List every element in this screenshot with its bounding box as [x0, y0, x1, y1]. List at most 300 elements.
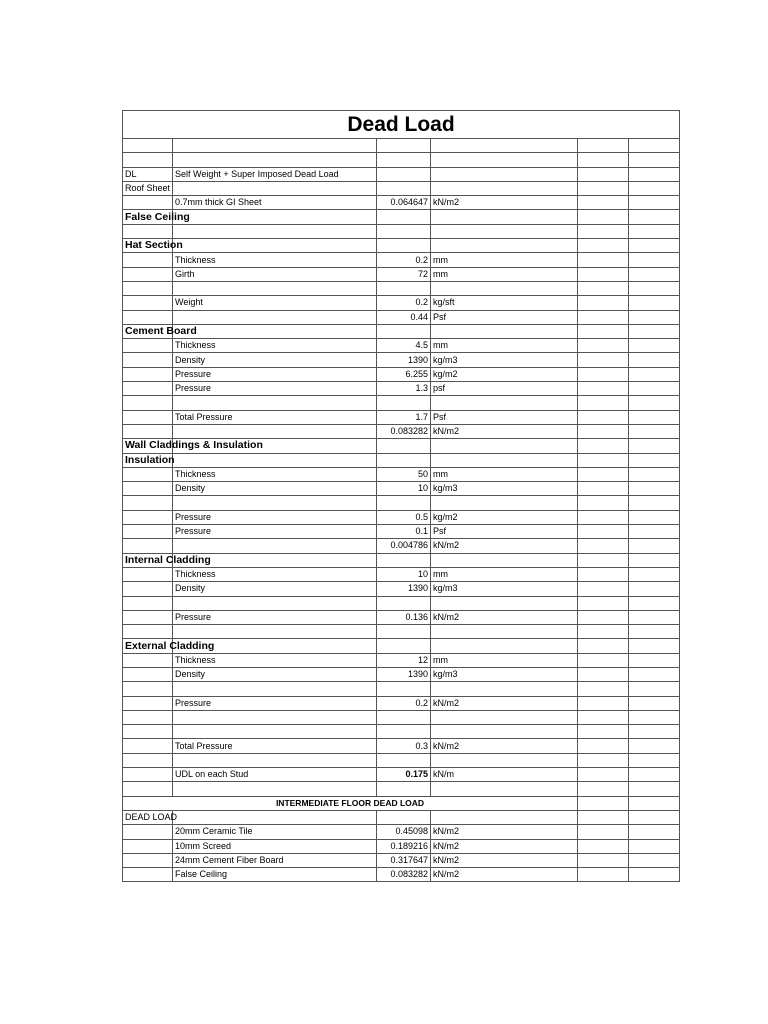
empty-cell — [629, 239, 680, 253]
table-row — [123, 339, 680, 353]
unit-cell: kN/m2 — [431, 696, 578, 710]
table-row — [123, 281, 680, 295]
table-row — [123, 267, 680, 281]
unit-cell: kg/m2 — [431, 510, 578, 524]
empty-cell — [578, 267, 629, 281]
unit-cell — [431, 496, 578, 510]
table-row — [123, 467, 680, 481]
value-cell: 0.2 — [377, 296, 431, 310]
empty-cell — [629, 810, 680, 824]
value-cell — [377, 639, 431, 653]
value-cell: 0.064647 — [377, 196, 431, 210]
empty-cell — [578, 525, 629, 539]
table-row — [123, 210, 680, 224]
label-cell — [123, 396, 173, 410]
empty-cell — [629, 710, 680, 724]
value-cell — [377, 153, 431, 167]
empty-cell — [578, 610, 629, 624]
description-cell: Density — [173, 353, 377, 367]
unit-cell — [431, 782, 578, 796]
description-cell: Thickness — [173, 339, 377, 353]
description-cell: Pressure — [173, 525, 377, 539]
value-cell: 1390 — [377, 667, 431, 681]
empty-cell — [578, 153, 629, 167]
empty-cell — [629, 139, 680, 153]
empty-cell — [578, 253, 629, 267]
value-cell: 0.1 — [377, 525, 431, 539]
label-cell — [123, 410, 173, 424]
table-row — [123, 682, 680, 696]
empty-cell — [578, 181, 629, 195]
empty-cell — [578, 382, 629, 396]
unit-cell: kN/m2 — [431, 610, 578, 624]
value-cell — [377, 725, 431, 739]
label-cell — [123, 139, 173, 153]
value-cell: 0.189216 — [377, 839, 431, 853]
value-cell — [377, 210, 431, 224]
value-cell: 0.175 — [377, 768, 431, 782]
table-row — [123, 782, 680, 796]
value-cell — [377, 139, 431, 153]
empty-cell — [578, 482, 629, 496]
unit-cell: kN/m2 — [431, 853, 578, 867]
empty-cell — [629, 310, 680, 324]
label-cell — [123, 739, 173, 753]
value-cell: 0.2 — [377, 253, 431, 267]
value-cell: 0.083282 — [377, 424, 431, 438]
description-cell — [173, 239, 377, 253]
unit-cell — [431, 153, 578, 167]
empty-cell — [629, 639, 680, 653]
unit-cell: kN/m2 — [431, 539, 578, 553]
value-cell — [377, 281, 431, 295]
description-cell — [173, 753, 377, 767]
value-cell: 12 — [377, 653, 431, 667]
table-row — [123, 310, 680, 324]
description-cell: Total Pressure — [173, 410, 377, 424]
empty-cell — [629, 725, 680, 739]
value-cell: 1.7 — [377, 410, 431, 424]
unit-cell — [431, 553, 578, 567]
empty-cell — [629, 739, 680, 753]
description-cell — [173, 539, 377, 553]
description-cell — [173, 153, 377, 167]
value-cell: 0.45098 — [377, 825, 431, 839]
table-row — [123, 710, 680, 724]
table-row — [123, 367, 680, 381]
description-cell — [173, 310, 377, 324]
table-row — [123, 596, 680, 610]
label-cell — [123, 353, 173, 367]
value-cell — [377, 396, 431, 410]
empty-cell — [629, 224, 680, 238]
table-row — [123, 739, 680, 753]
label-cell: Internal Cladding — [123, 553, 173, 567]
description-cell: UDL on each Stud — [173, 768, 377, 782]
empty-cell — [578, 810, 629, 824]
empty-cell — [629, 296, 680, 310]
table-row — [123, 482, 680, 496]
description-cell: Girth — [173, 267, 377, 281]
empty-cell — [578, 725, 629, 739]
table-row — [123, 439, 680, 453]
description-cell — [173, 682, 377, 696]
table-row — [123, 296, 680, 310]
empty-cell — [629, 453, 680, 467]
table-row — [123, 667, 680, 681]
value-cell: 0.004786 — [377, 539, 431, 553]
table-row — [123, 753, 680, 767]
empty-cell — [629, 467, 680, 481]
unit-cell — [431, 281, 578, 295]
table-row — [123, 825, 680, 839]
label-cell — [123, 510, 173, 524]
empty-cell — [578, 139, 629, 153]
label-cell: External Cladding — [123, 639, 173, 653]
value-cell: 0.2 — [377, 696, 431, 710]
description-cell: Pressure — [173, 696, 377, 710]
empty-cell — [629, 367, 680, 381]
unit-cell: mm — [431, 253, 578, 267]
unit-cell — [431, 324, 578, 338]
description-cell: Pressure — [173, 510, 377, 524]
label-cell — [123, 753, 173, 767]
unit-cell: mm — [431, 267, 578, 281]
table-row — [123, 567, 680, 581]
empty-cell — [629, 410, 680, 424]
unit-cell — [431, 181, 578, 195]
empty-cell — [578, 839, 629, 853]
description-cell — [173, 710, 377, 724]
label-cell: Cement Board — [123, 324, 173, 338]
description-cell — [173, 782, 377, 796]
label-cell — [123, 610, 173, 624]
unit-cell — [431, 682, 578, 696]
unit-cell — [431, 596, 578, 610]
label-cell — [123, 667, 173, 681]
description-cell: Thickness — [173, 653, 377, 667]
empty-cell — [578, 510, 629, 524]
label-cell — [123, 224, 173, 238]
table-row — [123, 167, 680, 181]
empty-cell — [578, 353, 629, 367]
value-cell: 72 — [377, 267, 431, 281]
empty-cell — [578, 639, 629, 653]
unit-cell: Psf — [431, 310, 578, 324]
unit-cell: mm — [431, 653, 578, 667]
unit-cell: kN/m — [431, 768, 578, 782]
value-cell — [377, 453, 431, 467]
description-cell: Density — [173, 667, 377, 681]
empty-cell — [578, 324, 629, 338]
table-row — [123, 639, 680, 653]
label-cell — [123, 482, 173, 496]
label-cell — [123, 153, 173, 167]
description-cell — [173, 210, 377, 224]
table-row — [123, 539, 680, 553]
empty-cell — [578, 825, 629, 839]
value-cell — [377, 181, 431, 195]
unit-cell: kg/m3 — [431, 582, 578, 596]
table-row — [123, 696, 680, 710]
label-cell — [123, 424, 173, 438]
table-row — [123, 868, 680, 882]
value-cell: 0.083282 — [377, 868, 431, 882]
label-cell — [123, 267, 173, 281]
label-cell — [123, 782, 173, 796]
empty-cell — [629, 653, 680, 667]
description-cell: Pressure — [173, 367, 377, 381]
label-cell — [123, 868, 173, 882]
label-cell — [123, 710, 173, 724]
empty-cell — [578, 396, 629, 410]
value-cell — [377, 625, 431, 639]
label-cell — [123, 467, 173, 481]
empty-cell — [578, 625, 629, 639]
empty-cell — [578, 367, 629, 381]
unit-cell: Psf — [431, 410, 578, 424]
unit-cell — [431, 710, 578, 724]
empty-cell — [578, 710, 629, 724]
label-cell — [123, 567, 173, 581]
empty-cell — [578, 167, 629, 181]
table-row — [123, 353, 680, 367]
value-cell — [377, 324, 431, 338]
unit-cell — [431, 625, 578, 639]
empty-cell — [629, 582, 680, 596]
table-row — [123, 239, 680, 253]
label-cell — [123, 367, 173, 381]
value-cell: 1390 — [377, 582, 431, 596]
description-cell — [173, 625, 377, 639]
empty-cell — [629, 153, 680, 167]
table-row — [123, 582, 680, 596]
label-cell — [123, 281, 173, 295]
empty-cell — [629, 382, 680, 396]
description-cell — [173, 496, 377, 510]
table-row — [123, 139, 680, 153]
unit-cell — [431, 139, 578, 153]
table-row — [123, 153, 680, 167]
empty-cell — [578, 868, 629, 882]
unit-cell — [431, 396, 578, 410]
empty-cell — [629, 625, 680, 639]
table-row — [123, 525, 680, 539]
empty-cell — [629, 667, 680, 681]
empty-cell — [629, 496, 680, 510]
table-row — [123, 625, 680, 639]
label-cell — [123, 725, 173, 739]
unit-cell: kN/m2 — [431, 424, 578, 438]
label-cell: Hat Section — [123, 239, 173, 253]
empty-cell — [578, 753, 629, 767]
description-cell — [173, 324, 377, 338]
dead-load-table — [122, 110, 680, 882]
empty-cell — [629, 753, 680, 767]
label-cell: Wall Claddings & Insulation — [123, 439, 173, 453]
table-row — [123, 510, 680, 524]
description-cell: Self Weight + Super Imposed Dead Load — [173, 167, 377, 181]
table-row — [123, 553, 680, 567]
empty-cell — [578, 782, 629, 796]
empty-cell — [629, 682, 680, 696]
table-row — [123, 253, 680, 267]
description-cell — [173, 396, 377, 410]
description-cell: 10mm Screed — [173, 839, 377, 853]
value-cell — [377, 224, 431, 238]
value-cell — [377, 167, 431, 181]
unit-cell — [431, 725, 578, 739]
empty-cell — [629, 525, 680, 539]
value-cell: 1390 — [377, 353, 431, 367]
label-cell — [123, 696, 173, 710]
empty-cell — [578, 224, 629, 238]
value-cell — [377, 753, 431, 767]
unit-cell — [431, 639, 578, 653]
description-cell — [173, 810, 377, 824]
unit-cell: psf — [431, 382, 578, 396]
empty-cell — [578, 553, 629, 567]
unit-cell: kN/m2 — [431, 868, 578, 882]
unit-cell: kg/m2 — [431, 367, 578, 381]
table-row — [123, 610, 680, 624]
table-row — [123, 653, 680, 667]
empty-cell — [578, 768, 629, 782]
table-row — [123, 725, 680, 739]
value-cell — [377, 239, 431, 253]
table-row — [123, 324, 680, 338]
label-cell — [123, 625, 173, 639]
value-cell: 0.3 — [377, 739, 431, 753]
description-cell — [173, 181, 377, 195]
label-cell — [123, 539, 173, 553]
description-cell — [173, 725, 377, 739]
value-cell: 10 — [377, 482, 431, 496]
value-cell — [377, 782, 431, 796]
empty-cell — [578, 339, 629, 353]
table-row — [123, 181, 680, 195]
empty-cell — [629, 210, 680, 224]
description-cell — [173, 139, 377, 153]
description-cell: 0.7mm thick GI Sheet — [173, 196, 377, 210]
unit-cell: kg/sft — [431, 296, 578, 310]
empty-cell — [578, 210, 629, 224]
table-row — [123, 396, 680, 410]
value-cell: 0.317647 — [377, 853, 431, 867]
empty-cell — [578, 310, 629, 324]
table-row — [123, 224, 680, 238]
empty-cell — [578, 453, 629, 467]
unit-cell: kN/m2 — [431, 839, 578, 853]
unit-cell — [431, 224, 578, 238]
empty-cell — [629, 868, 680, 882]
description-cell — [173, 596, 377, 610]
unit-cell — [431, 753, 578, 767]
table-row — [123, 453, 680, 467]
empty-cell — [578, 682, 629, 696]
value-cell: 50 — [377, 467, 431, 481]
empty-cell — [629, 424, 680, 438]
sheet-title: Dead Load — [123, 111, 680, 139]
empty-cell — [629, 553, 680, 567]
empty-cell — [578, 410, 629, 424]
empty-cell — [629, 596, 680, 610]
value-cell — [377, 439, 431, 453]
label-cell: Roof Sheet — [123, 181, 173, 195]
label-cell — [123, 582, 173, 596]
value-cell: 10 — [377, 567, 431, 581]
unit-cell — [431, 210, 578, 224]
empty-cell — [578, 739, 629, 753]
table-row — [123, 410, 680, 424]
unit-cell: mm — [431, 339, 578, 353]
description-cell: 20mm Ceramic Tile — [173, 825, 377, 839]
table-row — [123, 796, 680, 810]
label-cell — [123, 196, 173, 210]
description-cell: Pressure — [173, 382, 377, 396]
empty-cell — [578, 496, 629, 510]
table-row — [123, 810, 680, 824]
value-cell: 0.44 — [377, 310, 431, 324]
value-cell: 0.136 — [377, 610, 431, 624]
unit-cell: mm — [431, 467, 578, 481]
label-cell: DEAD LOAD — [123, 810, 173, 824]
empty-cell — [629, 267, 680, 281]
description-cell: Thickness — [173, 567, 377, 581]
empty-cell — [578, 196, 629, 210]
label-cell — [123, 496, 173, 510]
unit-cell — [431, 167, 578, 181]
value-cell: 6.255 — [377, 367, 431, 381]
empty-cell — [629, 253, 680, 267]
empty-cell — [578, 667, 629, 681]
label-cell: Insulation — [123, 453, 173, 467]
table-row — [123, 424, 680, 438]
label-cell — [123, 253, 173, 267]
empty-cell — [629, 782, 680, 796]
description-cell: Weight — [173, 296, 377, 310]
description-cell: False Ceiling — [173, 868, 377, 882]
value-cell: 0.5 — [377, 510, 431, 524]
empty-cell — [629, 439, 680, 453]
empty-cell — [578, 467, 629, 481]
description-cell: Thickness — [173, 253, 377, 267]
empty-cell — [629, 339, 680, 353]
empty-cell — [629, 167, 680, 181]
empty-cell — [578, 796, 629, 810]
label-cell — [123, 839, 173, 853]
label-cell — [123, 310, 173, 324]
empty-cell — [629, 281, 680, 295]
title-row — [123, 111, 680, 139]
description-cell: Total Pressure — [173, 739, 377, 753]
empty-cell — [578, 596, 629, 610]
empty-cell — [578, 567, 629, 581]
label-cell — [123, 825, 173, 839]
label-cell — [123, 596, 173, 610]
empty-cell — [629, 610, 680, 624]
description-cell: 24mm Cement Fiber Board — [173, 853, 377, 867]
value-cell — [377, 596, 431, 610]
unit-cell: Psf — [431, 525, 578, 539]
description-cell: Thickness — [173, 467, 377, 481]
empty-cell — [629, 825, 680, 839]
label-cell — [123, 768, 173, 782]
table-row — [123, 196, 680, 210]
description-cell: Density — [173, 482, 377, 496]
label-cell — [123, 296, 173, 310]
empty-cell — [578, 281, 629, 295]
